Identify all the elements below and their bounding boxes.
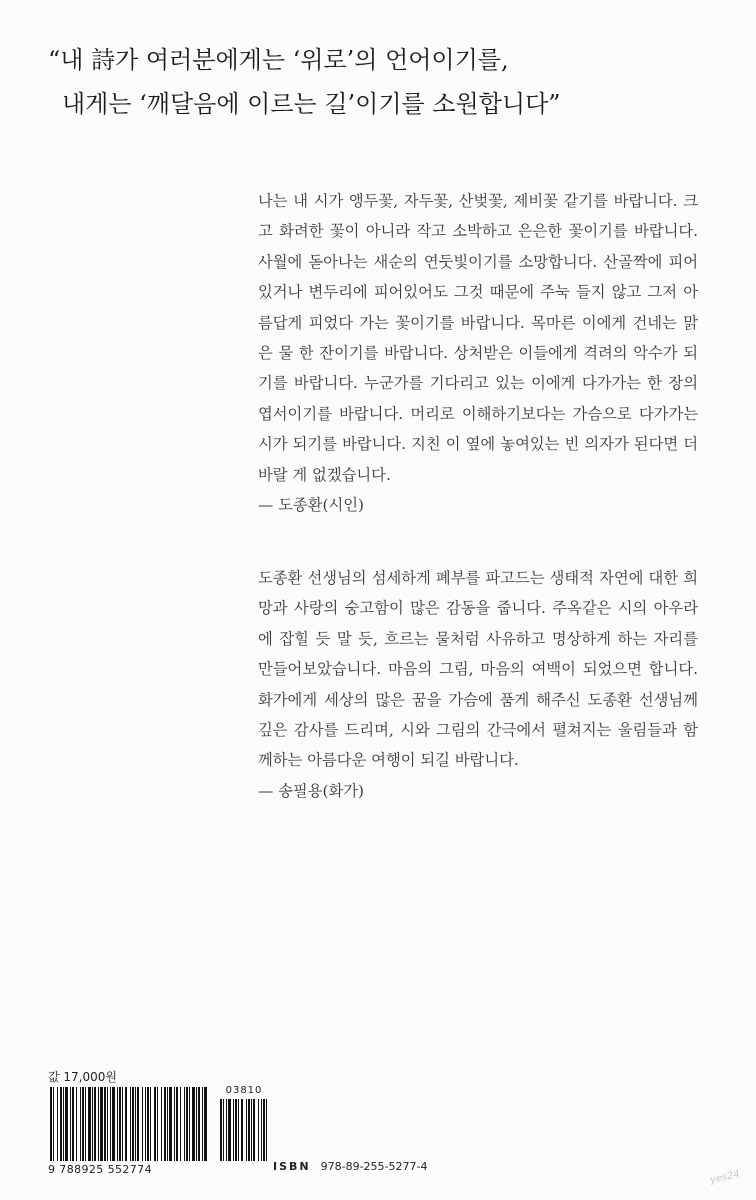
barcode-addon-bar [248,1099,250,1161]
isbn-number: 978-89-255-5277-4 [320,1160,428,1173]
barcode-addon-bar [251,1099,252,1161]
barcode-bar [186,1087,188,1161]
barcode-addon-bar [263,1099,265,1161]
headline-line-2: 내게는 ‘깨달음에 이르는 길’이기를 소원합니다” [62,90,561,118]
barcode-icon [48,1085,272,1167]
barcode-bar [157,1087,158,1161]
barcode-bar [154,1087,156,1161]
barcode-bar [167,1087,168,1161]
barcode-bar [145,1087,146,1161]
barcode-bar [189,1087,190,1161]
barcode-bar [82,1087,84,1161]
barcode-addon-bar [220,1099,222,1161]
barcode-addon-bar [235,1099,237,1161]
poet-note-body: 나는 내 시가 앵두꽃, 자두꽃, 산벚꽃, 제비꽃 같기를 바랍니다. 크고 화려한 꽃이 아니라 작고 소박하고 은은한 꽃이기를 바랍니다. 사월에 돋아나는 새순의 연둣빛이기를 소망합니다. 산골짝에 피어있거나 변두리에 피어있어도 그것 때문에 주눅 들지 않고 그저 아름답게 피었다 가는 꽃이기를 바랍니다. 목마른 이에게 건네는 맑은 물 한 잔이기를 바랍니다. 상처받은 이들에게 격려의 악수가 되기를 바랍니다. 누군가를 기다리고 있는 이에게 다가가는 한 장의 엽서이기를 바랍니다. 머리로 이해하기보다는 가슴으로 다가가는 시가 되기를 바랍니다. 지친 이 옆에 놓여있는 빈 의자가 된다면 더 바랄 게 없겠습니다. [258,192,698,484]
barcode-bar [122,1087,123,1161]
barcode-bar [65,1087,68,1161]
barcode-bar [100,1087,103,1161]
painter-note [258,563,698,806]
barcode-bar [180,1087,181,1161]
watermark-logo: yes24 [709,1168,741,1187]
barcode-addon-bar [228,1099,231,1161]
barcode-bar [119,1087,121,1161]
barcode-addon-bar [233,1099,234,1161]
barcode-bar [125,1087,127,1161]
barcode-bar [147,1087,149,1161]
barcode-bar [88,1087,91,1161]
barcode-addon-bar [266,1099,267,1161]
headline-quote [48,38,728,126]
barcode-bar [80,1087,81,1161]
barcode-bar [94,1087,96,1161]
isbn-line [273,1160,427,1173]
barcode-bar [142,1087,143,1161]
painter-note-signature: — 송필용(화가) [258,781,364,800]
barcode-bar [164,1087,166,1161]
barcode-bar [161,1087,162,1161]
isbn-label: ISBN [273,1160,311,1173]
barcode-addon-bar [246,1099,247,1161]
barcode-bar [104,1087,106,1161]
barcode-addon-bar [258,1099,259,1161]
barcode-bar [110,1087,111,1161]
barcode-bar [98,1087,99,1161]
barcode-bar [150,1087,151,1161]
barcode-bar [117,1087,118,1161]
headline-line-1: “내 詩가 여러분에게는 ‘위로’의 언어이기를, [48,46,509,74]
barcode-bar [72,1087,74,1161]
barcode-bar [85,1087,86,1161]
barcode-bar [53,1087,54,1161]
barcode-bar [60,1087,62,1161]
barcode-addon-bar [253,1099,255,1161]
barcode-bar [184,1087,185,1161]
barcode-bar [135,1087,136,1161]
barcode-addon-bar [223,1099,224,1161]
barcode-bar [107,1087,108,1161]
barcode-bar [50,1087,52,1161]
barcode-bar [198,1087,200,1161]
poet-note-signature: — 도종환(시인) [258,496,364,515]
barcode-bar [130,1087,131,1161]
poet-note [258,186,698,520]
barcode-bar [92,1087,93,1161]
barcode-bar [174,1087,175,1161]
barcode-bar [169,1087,172,1161]
barcode-bar [132,1087,134,1161]
barcode-bar [76,1087,77,1161]
barcode-bar [137,1087,139,1161]
barcode-addon-bar [261,1099,262,1161]
barcode-bar [63,1087,64,1161]
barcode-bar [57,1087,58,1161]
barcode-bar [112,1087,115,1161]
barcode-bar [176,1087,178,1161]
barcode-digits: 9 788925 552774 [48,1163,152,1176]
barcode-bar [202,1087,203,1161]
barcode-bar [70,1087,71,1161]
barcode-bar [204,1087,207,1161]
painter-note-body: 도종환 선생님의 섬세하게 폐부를 파고드는 생태적 자연에 대한 희망과 사랑의 숭고함이 많은 감동을 줍니다. 주옥같은 시의 아우라에 잡힐 듯 말 듯, 흐르는 물처럼 사유하고 명상하게 하는 자리를 만들어보았습니다. 마음의 그림, 마음의 여백이 되었으면 합니다. 화가에게 세상의 많은 꿈을 가슴에 품게 해주신 도종환 선생님께 깊은 감사를 드리며, 시와 그림의 간극에서 펼쳐지는 울림들과 함께하는 아름다운 여행이 되길 바랍니다. [258,569,698,770]
barcode-bar [196,1087,197,1161]
barcode-bar [192,1087,195,1161]
barcode-addon-bar [241,1099,243,1161]
barcode-addon-bar [238,1099,239,1161]
price-label: 값 17,000원 [48,1070,117,1084]
barcode-addon-bar [226,1099,227,1161]
barcode-addon-code: 03810 [225,1085,263,1096]
